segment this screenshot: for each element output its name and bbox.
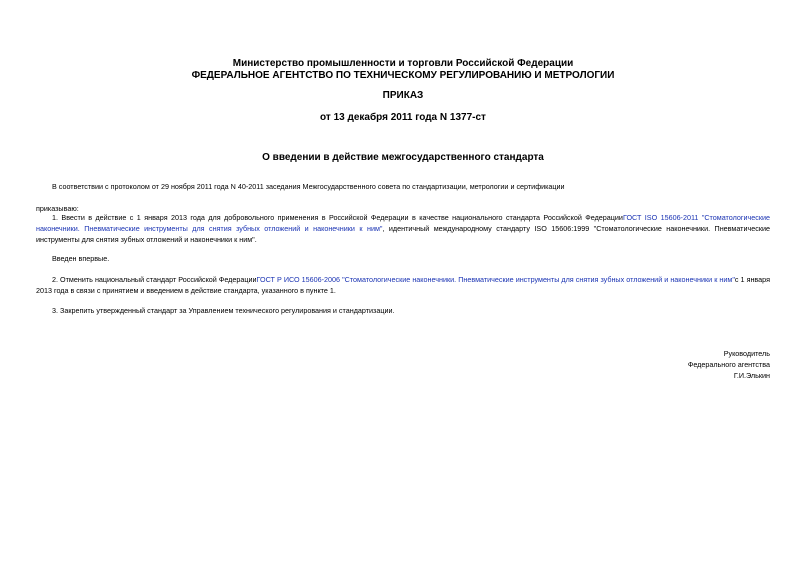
item-1-text-before: 1. Ввести в действие с 1 января 2013 года для добровольного применения в Российской Федерации в качестве национального стандарта Российской Федерации	[52, 213, 623, 222]
order-subject: О введении в действие межгосударственного стандарта	[262, 152, 544, 163]
document-header	[36, 58, 770, 82]
intro-paragraph: В соответствии с протоколом от 29 ноября 2011 года N 40-2011 заседания Межгосударственного совета по стандартизации, метрологии и сертификации	[52, 182, 565, 191]
gost-iso-15606-2011-link[interactable]: ГОСТ ISO 15606-2011 "Стоматологические наконечники. Пневматические инструменты для снятия зубных отложений и наконечники к ним"	[36, 213, 771, 233]
item-2-paragraph	[36, 274, 770, 296]
order-date: от 13 декабря 2011 года N 1377-ст	[320, 112, 486, 123]
document-page	[36, 0, 770, 571]
signer-position: Руководитель	[723, 349, 770, 358]
item-2-text-before: 2. Отменить национальный стандарт Российской Федерации	[52, 275, 257, 284]
orders-word: приказываю:	[36, 204, 79, 213]
item-2-text-after: с 1 января 2013 года в связи с принятием и введением в действие стандарта, указанного в пункте 1.	[36, 275, 770, 295]
introduced-first-note: Введен впервые.	[52, 254, 110, 263]
signer-name: Г.И.Элькин	[733, 371, 770, 380]
item-1-paragraph	[36, 212, 770, 245]
item-1-text-after: , идентичный международному стандарту ISO 15606:1999 "Стоматологические наконечники. Пневматические инструменты для снятия зубных отложений и наконечники к ним".	[36, 224, 770, 244]
signature-block	[570, 348, 770, 381]
item-3-paragraph: 3. Закрепить утвержденный стандарт за Управлением технического регулирования и стандартизации.	[52, 306, 395, 315]
order-title: ПРИКАЗ	[382, 90, 424, 101]
agency-name: ФЕДЕРАЛЬНОЕ АГЕНТСТВО ПО ТЕХНИЧЕСКОМУ РЕГУЛИРОВАНИЮ И МЕТРОЛОГИИ	[191, 70, 615, 81]
signer-organization: Федерального агентства	[687, 360, 770, 369]
ministry-name: Министерство промышленности и торговли Российской Федерации	[232, 58, 574, 69]
gost-r-iso-15606-2006-link[interactable]: ГОСТ Р ИСО 15606-2006 "Стоматологические наконечники. Пневматические инструменты для снятия зубных отложений и наконечники к ним"	[256, 275, 735, 284]
